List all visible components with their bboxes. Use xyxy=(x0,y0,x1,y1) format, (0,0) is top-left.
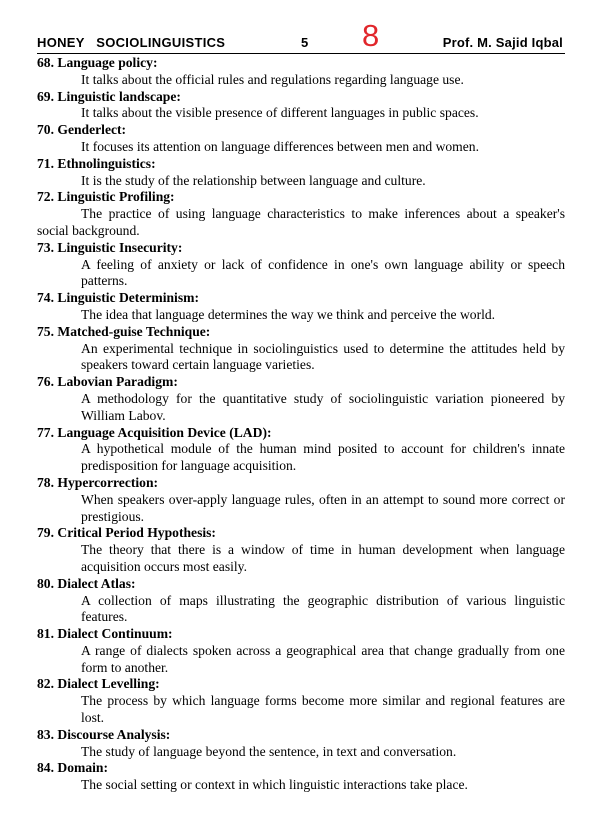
term-82 xyxy=(37,676,565,726)
term-83 xyxy=(37,727,565,761)
term-81 xyxy=(37,626,565,676)
term-title: 72. Linguistic Profiling: xyxy=(37,189,175,205)
term-title: 75. Matched-guise Technique: xyxy=(37,323,211,339)
term-84 xyxy=(37,760,565,794)
term-definition: The idea that language determines the way we think and perceive the world. xyxy=(81,306,496,322)
header-rule xyxy=(37,53,565,54)
term-title: 80. Dialect Atlas: xyxy=(37,575,136,591)
header-title: HONEY SOCIOLINGUISTICS xyxy=(37,35,226,50)
term-title: 74. Linguistic Determinism: xyxy=(37,290,199,306)
term-definition: A range of dialects spoken across a geographical area that change gradually from one form to another. xyxy=(81,642,565,675)
term-definition: It is the study of the relationship between language and culture. xyxy=(81,172,426,188)
term-definition: An experimental technique in sociolinguistics used to determine the attitudes held by speakers toward certain language varieties. xyxy=(81,340,565,373)
term-title: 81. Dialect Continuum: xyxy=(37,626,173,642)
term-69 xyxy=(37,89,565,123)
term-title: 71. Ethnolinguistics: xyxy=(37,155,156,171)
term-70 xyxy=(37,122,565,156)
term-title: 83. Discourse Analysis: xyxy=(37,726,171,742)
term-definition: The study of language beyond the sentence, in text and conversation. xyxy=(81,743,457,759)
term-title: 70. Genderlect: xyxy=(37,122,127,138)
header-page-number: 5 xyxy=(301,35,309,50)
term-definition: A feeling of anxiety or lack of confidence in one's own language ability or speech patterns. xyxy=(81,256,565,289)
term-title: 73. Linguistic Insecurity: xyxy=(37,239,183,255)
term-definition: The process by which language forms become more similar and regional features are lost. xyxy=(81,693,565,726)
term-title: 76. Labovian Paradigm: xyxy=(37,374,178,390)
term-72 xyxy=(37,189,565,239)
term-definition: A collection of maps illustrating the geographic distribution of various linguistic features. xyxy=(81,592,565,625)
term-71 xyxy=(37,156,565,190)
term-78 xyxy=(37,475,565,525)
page-header xyxy=(37,19,565,52)
term-74 xyxy=(37,290,565,324)
term-definition: It focuses its attention on language differences between men and women. xyxy=(81,138,479,154)
term-title: 84. Domain: xyxy=(37,760,108,776)
term-title: 78. Hypercorrection: xyxy=(37,474,159,490)
term-definition: The practice of using language characteristics to make inferences about a speaker's social background. xyxy=(37,206,565,238)
term-definition: The theory that there is a window of time in human development when language acquisition occurs most easily. xyxy=(81,542,565,574)
term-definition: The social setting or context in which linguistic interactions take place. xyxy=(81,777,468,793)
term-title: 77. Language Acquisition Device (LAD): xyxy=(37,424,272,440)
term-75 xyxy=(37,324,565,374)
term-definition: A hypothetical module of the human mind posited to account for children's innate predisposition for language acquisition. xyxy=(81,441,565,474)
term-definition: It talks about the visible presence of different languages in public spaces. xyxy=(81,105,479,121)
term-68 xyxy=(37,55,565,89)
term-77 xyxy=(37,425,565,475)
term-73 xyxy=(37,240,565,290)
term-76 xyxy=(37,374,565,424)
term-title: 82. Dialect Levelling: xyxy=(37,676,160,692)
term-title: 79. Critical Period Hypothesis: xyxy=(37,525,216,541)
term-title: 68. Language policy: xyxy=(37,55,158,70)
term-79 xyxy=(37,525,565,575)
term-title: 69. Linguistic landscape: xyxy=(37,88,181,104)
header-author: Prof. M. Sajid Iqbal xyxy=(442,35,563,50)
term-definition: It talks about the official rules and regulations regarding language use. xyxy=(81,71,464,87)
term-definition: When speakers over-apply language rules, often in an attempt to sound more correct or prestigious. xyxy=(81,491,565,524)
term-80 xyxy=(37,576,565,626)
header-big-number: 8 xyxy=(362,18,380,53)
term-list xyxy=(37,55,565,794)
term-definition: A methodology for the quantitative study of sociolinguistic variation pioneered by William Labov. xyxy=(81,390,565,423)
